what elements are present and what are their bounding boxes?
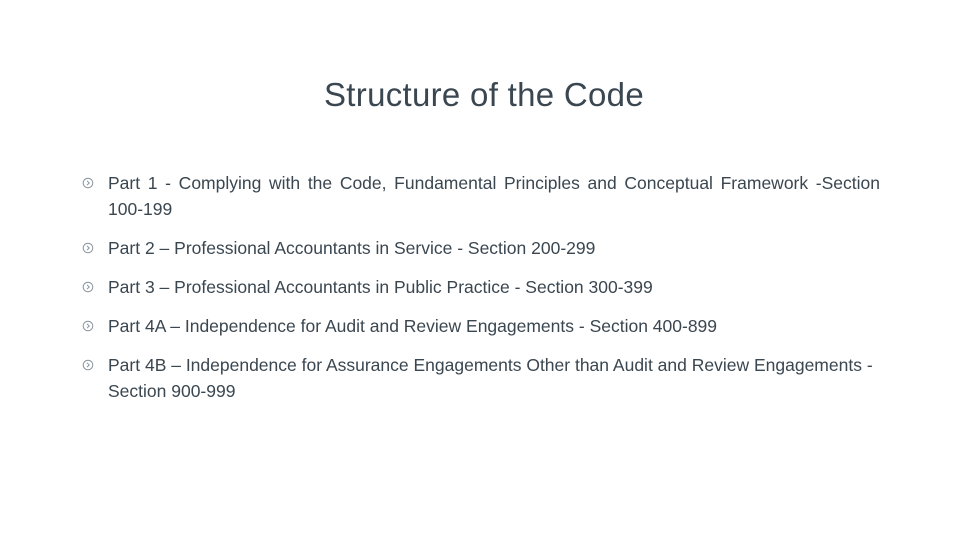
- bullet-list: [80, 170, 880, 417]
- list-item: [80, 274, 880, 300]
- circle-arrow-bullet-icon: [82, 359, 94, 371]
- list-item: [80, 235, 880, 261]
- list-item: [80, 313, 880, 339]
- bullet-text: Part 4A – Independence for Audit and Review Engagements - Section 400-899: [108, 316, 718, 336]
- bullet-text: Part 4B – Independence for Assurance Engagements Other than Audit and Review Engagements - Section 900-999: [108, 355, 873, 401]
- list-item: [80, 170, 880, 222]
- bullet-text: Part 1 - Complying with the Code, Fundamental Principles and Conceptual Framework -Section 100-199: [108, 173, 880, 219]
- circle-arrow-bullet-icon: [82, 281, 94, 293]
- list-item: [80, 352, 880, 404]
- circle-arrow-bullet-icon: [82, 177, 94, 189]
- circle-arrow-bullet-icon: [82, 320, 94, 332]
- bullet-text: Part 2 – Professional Accountants in Service - Section 200-299: [108, 238, 596, 258]
- circle-arrow-bullet-icon: [82, 242, 94, 254]
- slide-title: Structure of the Code: [324, 76, 644, 113]
- bullet-text: Part 3 – Professional Accountants in Public Practice - Section 300-399: [108, 277, 653, 297]
